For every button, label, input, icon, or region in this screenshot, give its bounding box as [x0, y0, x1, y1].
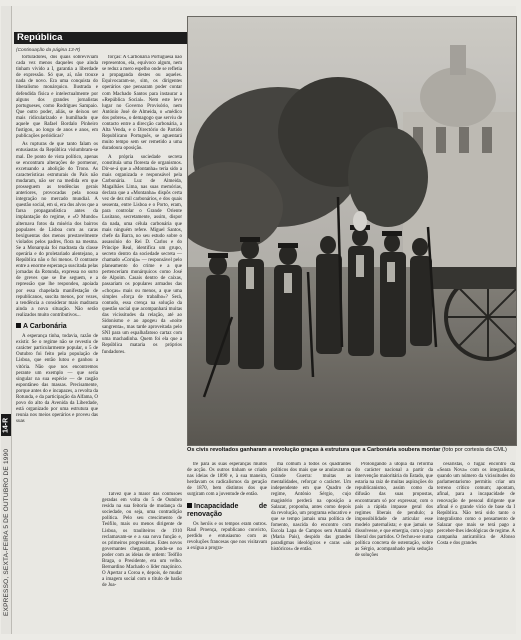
article-column-7	[437, 462, 515, 630]
col2-paragraph: A própria sociedade secreta constituía uma floresta de organismos. Dir-se-á que a «Montanha» teria sido a mais organizada e responsável pela Carbonária. Luz de Almeida, Magalhães Lima, nas suas memórias, declara que a «Montanha» dispôs certa vez de dez mil carbonários, e dos quais sessenta, entre Lisboa e o Porto, eram, para controlar o Grande Oriente Lusitano, secretamente, assim, dispor da nada, uma célula carbonária que mais ninguém refere. Miguel Santos, chefe da Barra, no seu estudo sobre o assassínio do Rei D. Carlos e do Príncipe Real, identifica um grupo, secreto dentro da sociedade secreta — chamado «Coruja» — responsável pelo planeamento do crime e a que pertenceriam monárquicos como José de Alpoim. Casais dentro de caixas, passariam os populares armados das «choças» mais ou menos, a que uma simples «força de trabalho»? Será, contudo, essa crença na solução da questão social que acompanhará muitas das vicissitudes da relação, até ao Sidonismo e ao apogeu da «noite sangrenta», mas tarde aproveitada pelo SNI para um espalhafatoso cartaz com uma machadinha. Quem foi ela que a República mataria os próprios fundadores.	[102, 154, 182, 355]
col1-paragraph: A esperança tinha, todavia, razão de existir. Se o regime não se revestiu de carácter particularmente popular, o 5 de Outubro foi feito pela população de Lisboa, que então lutou e ganhou a vitória. Não que nos encontremos perante um exemplo — que seria singular na sua espécie — de rasgão espontâneo das massas. Precisamente, porque antes do e incapazes, a revolta da Rotunda, e da participação da Alfama, O povo do alto da Avenida da Liberdade, está organizado por uma estrutura que reunia nos meios operários e proveu das suas	[16, 334, 98, 425]
col1-paragraph: torturadores, dos quais sobreviviam cada vez menos daqueles que ainda tinham vivido a I, garantia a liberdade de expressão. Só que, aí, não trouxe nada de novo. Era uma conquista do liberalismo monárquico. Ilustrada e defendida física e intelectualmente por alguns dos grandes jornalistas portugueses, como Rodrigues Sampaio. Que outro poder, aliás, se deixou ser mais ridicularizado e humilhado que aquele que Rafael Bordalo Pinheiro fustigou, ao longo de anos e anos, em publicações periódicas?	[16, 55, 98, 140]
article-column-5	[271, 462, 351, 630]
article-column-3	[102, 492, 182, 630]
col3-paragraph: Talvez que a maior das confusões geradas em volta do 5 de Outubro resida na sua feitoria de mudança da sociedade, ou seja, uma contradição política. Pelo seu crescimento de Teófilo, mais ou menos dirigente de Lisboa, os trauliteiros de 1910 reclamavam-se e a sua nova função e, os primeiros progressistas. Estes novos governantes chegaram, pondo-se no poder com as ideias de ordem: Teófilo Braga, o Presidente, era um velho. Bernardino Machado o líder maçónico. O Apertar a Coroa e, depois, de mudar a imagem social com o título de barão de Joa-	[102, 492, 182, 589]
col7-paragraph: cesaristas, o fugaz encontro da «Seara Nova» com os integralistas, quando um número da vicissitudes do parlamentarismo permitiu criar um terreno crítico comum; apontam, afinal, para a incapacidade de renovação de pessoal dirigente que afinal é o grande vício de base da I República. Não terá sido tanto o integralismo como o pensamento de Salazar que mais se terá pago a perceber-lhes ideológicas de regime. A campanha anticatólica de Afonso Costa e dos grandes	[437, 462, 515, 547]
article-column-1	[16, 55, 98, 628]
section-header: República	[14, 32, 189, 44]
caption-text: Os civis revoltados ganharam a revolução graças à estrutura que a Carbonária soubera montar	[187, 447, 441, 453]
article-column-4	[187, 462, 267, 630]
spine-dateline: EXPRESSO, SEXTA-FEIRA 5 DE OUTUBRO DE 1990	[3, 448, 10, 616]
photo-revolutionaries-image	[188, 17, 516, 445]
article-column-6	[355, 462, 433, 630]
article-column-2	[102, 55, 182, 487]
newspaper-page	[2, 6, 516, 634]
col4-paragraph: Os heróis e os tempos eram outros. Raul Proença, republicano convicto, perdido e entusiasmo com as revoluções francesas que nos visitavam a exígua a progra-	[187, 521, 267, 551]
subhead-carbonaria: A Carbonária	[16, 323, 98, 331]
subhead-incapacidade: Incapacidade de renovação	[187, 502, 267, 518]
historic-photograph	[187, 16, 517, 446]
caption-credit: (foto por cortesia da CML)	[441, 447, 507, 453]
continuation-note: (Continuação da página 13-R)	[16, 48, 81, 53]
photo-caption	[187, 447, 517, 454]
col4-paragraph: tre para as suas esperanças muitos de acção. Os outros tinham se criado nas ideias de 1890 e, à sua maneira, herdavam os radicalismos da geração de 1870, bem distintos dos que surgiram com a juventude de então.	[187, 462, 267, 498]
spine-page-number: 14-R	[1, 414, 11, 436]
col5-paragraph: ma comum a todos os quadrantes políticos dos mais que se anulavam na Grande Guerra: muitas as mentalidades, reforçar o carácter. Um independente em que Quadro de regime, António Sérgio, cujo magistério perderá na oposição a Salazar, proponha, antes como depois da revolução, um programa educativo e que se tempo jamais uma política de fomento, nascida do encontro com Escola Lapa de Campos sem Amanhã (Maria Pais), despido das grandes paradigmas ideológicos e caras «ais históricos» de então.	[271, 462, 351, 553]
page-spine	[1, 6, 12, 634]
col2-paragraph: forças: A Carbonária Portuguesa não representou, ela, equívoco algum, nem se reduz a mero espelho onde se refletia a propaganda destes ou aqueles. Equivocaram-se, sim, os dirigentes operários que pensaram poder contar com Machado Santos para instaurar a «República Social». Nem este leve lugar no Governo Provisório, nem António José de Almeida, o «médico dos pobres», o demagogo que serviu de contacto entre a direcção carbonária, a Alta Venda, e o Directório do Partido Republicano Português, se aguentará muito tempo sem ser remetido a uma duradoura oposição.	[102, 55, 182, 152]
col1-paragraph: As rupturas de que tanto falam os entusiastas da República vislumbram-se mal. De ponto de vista político, apenas se encontram alterações de pormenor, excetuando a abolição do Trono. As características estruturais do País não mudaram, não ser na medida em que prosseguem as tendências gerais anteriores, provocadas pela nossa integração no mercado mundial. A questão social, em si, era dos alvos que a farsa propagandística antes da implantação do regime, e «O Mundo» alternava fotos da miséria dos bairros populares de Lisboa com as caras bexiguentas dos menos prestavelmente violados pelos padres, flora na mesma. Se a Monarquia foi madrasta da classe operária e do proletariado alentejano, a República não o foi menos. O contraste entre a enorme esperança suscitada pelas jornadas da Rotunda, expressa no surto de greves que se lhe seguem, e a repressão que lhe respondeu, apoiada por essa chapelada manifestação de republicanos, suscita menos, por vezes, a tendência a considerar mais madrasta ainda a nova situação. Não serão realizados muito contributivos...	[16, 142, 98, 318]
col6-paragraph: Prolongando a utopia da reforma do carácter nacional a partir da intervenção maioritária do Estado, que estaria na raiz de muitas aspirações do republicanismo, assim como da difusão das suas propostas, encontraram só por expressar, com o país a rápida impasse geral dos regimes liberais de pendulo; a impossibilidade de articular esse modelo paternalista; e que jamais se dissolvesse, e que emergia, com o jogo liberal dos partidos. O fechou-se numa política concreta de ostentação, sobre as Sérgio, acompanhado pela sedução de soluções	[355, 462, 433, 559]
